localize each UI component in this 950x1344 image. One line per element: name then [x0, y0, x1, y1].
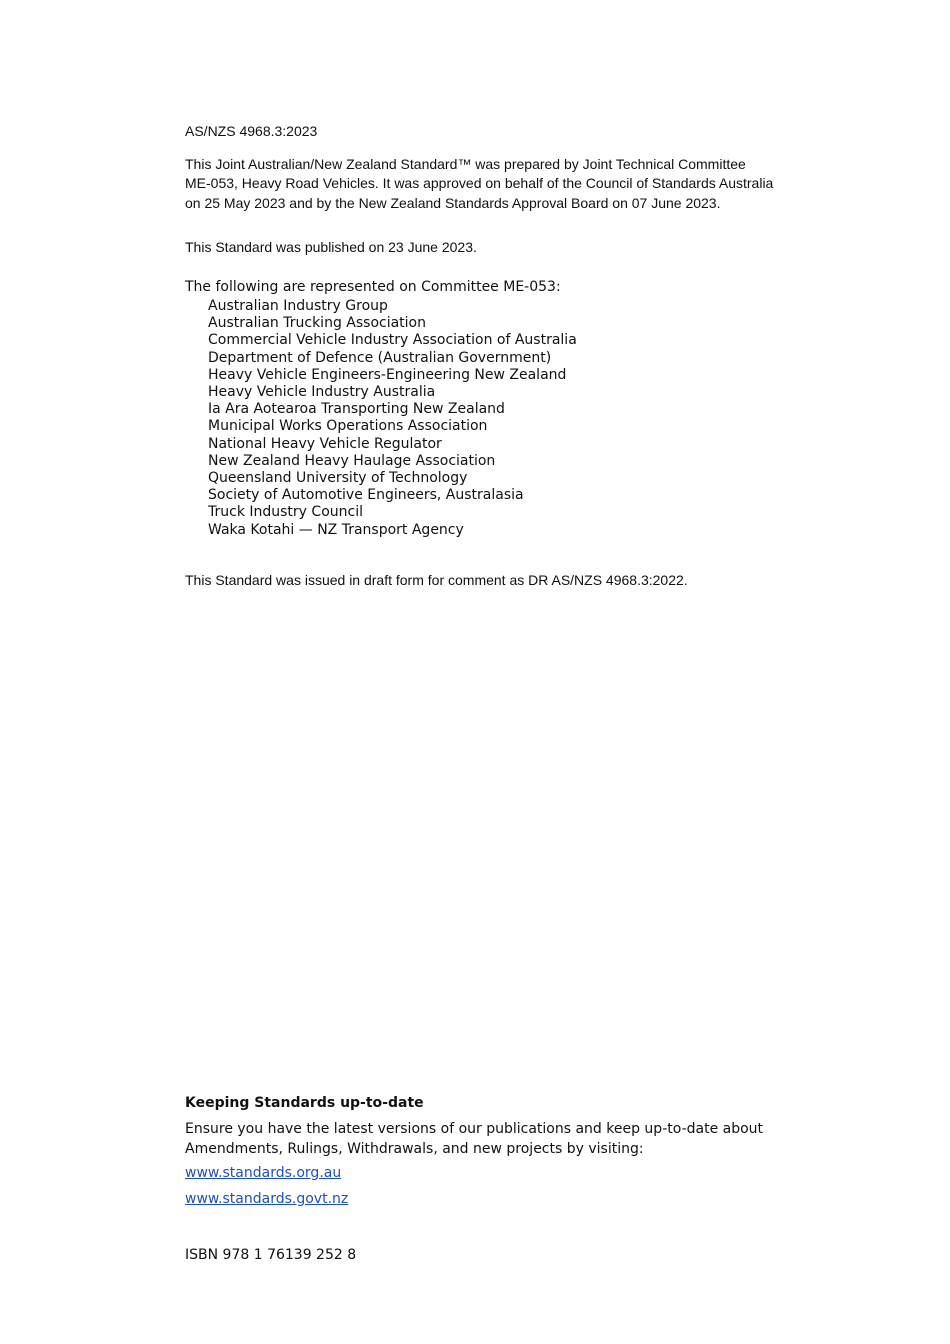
committee-member: Department of Defence (Australian Government)	[208, 349, 552, 366]
committee-member: Society of Automotive Engineers, Australasia	[208, 487, 524, 504]
committee-member: Heavy Vehicle Industry Australia	[208, 384, 436, 401]
committee-member: New Zealand Heavy Haulage Association	[208, 452, 496, 469]
committee-member: Queensland University of Technology	[208, 470, 468, 487]
committee-intro: The following are represented on Committee ME-053:	[185, 279, 561, 295]
committee-member: National Heavy Vehicle Regulator	[208, 435, 442, 452]
standards-australia-link[interactable]: www.standards.org.au	[185, 1165, 342, 1181]
committee-member: Australian Industry Group	[208, 298, 388, 314]
committee-member: Municipal Works Operations Association	[208, 418, 488, 435]
standards-nz-link[interactable]: www.standards.govt.nz	[185, 1191, 349, 1207]
committee-member: Heavy Vehicle Engineers-Engineering New Zealand	[208, 366, 567, 383]
committee-member-list	[208, 298, 577, 539]
document-id: AS/NZS 4968.3:2023	[185, 123, 318, 139]
keeping-up-to-date-heading: Keeping Standards up-to-date	[185, 1095, 424, 1111]
committee-member: Waka Kotahi — NZ Transport Agency	[208, 521, 464, 538]
draft-statement: This Standard was issued in draft form for comment as DR AS/NZS 4968.3:2022.	[185, 572, 688, 588]
committee-member: Ia Ara Aotearoa Transporting New Zealand	[208, 401, 505, 418]
committee-member: Commercial Vehicle Industry Association of Australia	[208, 332, 577, 349]
committee-member: Truck Industry Council	[208, 504, 363, 521]
keeping-up-to-date-text: Ensure you have the latest versions of our publications and keep up-to-date about Amendments, Rulings, Withdrawals, and new projects by visiting:	[185, 1121, 764, 1157]
published-statement: This Standard was published on 23 June 2023.	[185, 239, 477, 255]
isbn: ISBN 978 1 76139 252 8	[185, 1247, 357, 1263]
committee-member: Australian Trucking Association	[208, 315, 426, 332]
approval-paragraph: This Joint Australian/New Zealand Standard™ was prepared by Joint Technical Committee ME-053, Heavy Road Vehicles. It was approved on behalf of the Council of Standards Australia on 25 May 2023 and by the New Zealand Standards Approval Board on 07 June 2023.	[185, 156, 774, 211]
